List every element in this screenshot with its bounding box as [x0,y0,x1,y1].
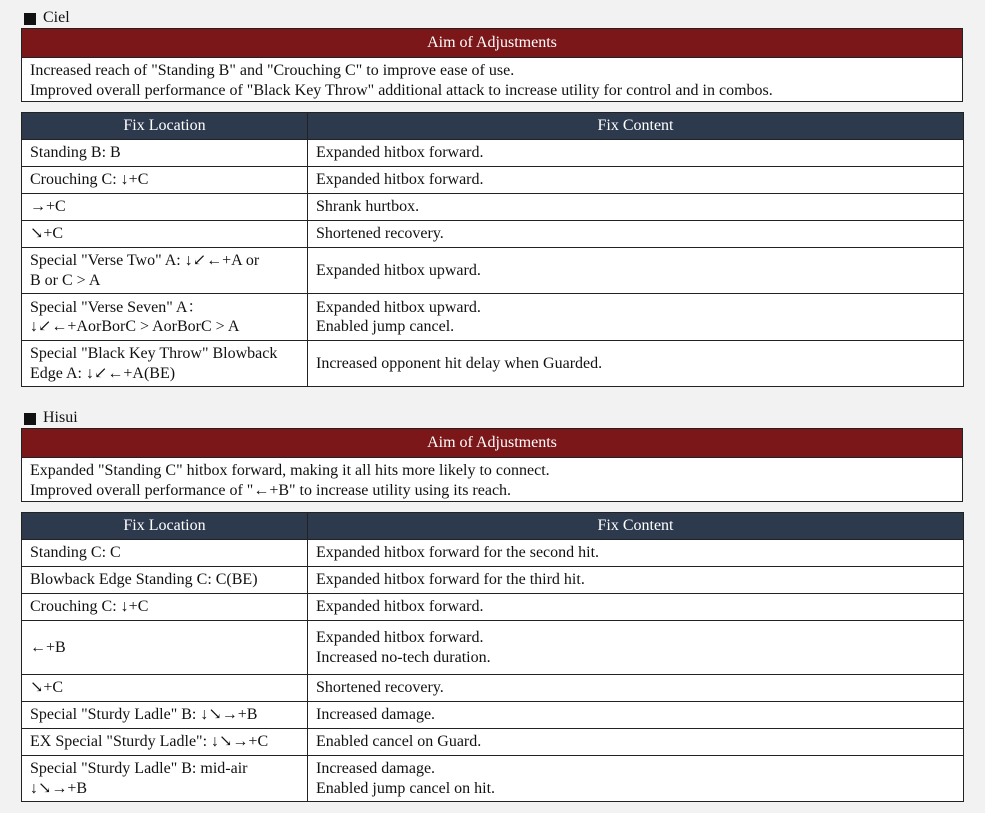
fix-location-cell [22,248,308,294]
table-row [22,756,964,802]
table-row [22,140,964,167]
fix-content-text: Shrank hurtbox. [316,198,420,216]
fix-location-cell [22,540,308,567]
fix-content-cell [308,221,964,248]
column-header-fix-location: Fix Location [22,513,308,540]
column-header-fix-content: Fix Content [308,113,964,140]
fix-location-cell [22,194,308,221]
section-heading-ciel [24,9,70,27]
fix-location-cell [22,702,308,729]
fix-content-cell [308,248,964,294]
fix-location-text: →+C [30,198,66,216]
fix-location-text: ↓↙←+AorBorC > AorBorC > A [30,318,240,335]
fix-location-text: ←+B [30,638,66,656]
fix-location-text: B or C > A [30,271,101,289]
fix-content-text: Increased opponent hit delay when Guarded. [316,354,603,372]
fix-content-text: Shortened recovery. [316,225,444,243]
aim-line: Improved overall performance of "←+B" to increase utility using its reach. [30,481,512,499]
fix-content-text: Expanded hitbox forward. [316,598,484,616]
fix-content-cell [308,702,964,729]
table-row [22,567,964,594]
aim-box-ciel [21,28,963,102]
fix-location-cell [22,167,308,194]
fix-content-text: Enabled jump cancel. [316,318,455,335]
fix-location-cell [22,294,308,341]
fix-location-cell [22,594,308,621]
fix-location-text: Standing C: C [30,544,121,562]
fix-content-text: Increased no-tech duration. [316,648,491,666]
section-name: Ciel [43,9,70,26]
aim-line: Expanded "Standing C" hitbox forward, making it all hits more likely to connect. [30,462,550,479]
section-heading-hisui [24,409,78,427]
fix-content-text: Expanded hitbox forward for the third hit. [316,571,585,589]
fix-content-text: Expanded hitbox forward. [316,144,484,162]
fix-table-ciel [21,112,964,387]
aim-title: Aim of Adjustments [22,429,962,458]
fix-location-text: Standing B: B [30,144,121,162]
fix-location-cell [22,756,308,802]
fix-content-text: Shortened recovery. [316,679,444,697]
fix-location-cell [22,675,308,702]
fix-location-text: Special "Black Key Throw" Blowback [30,345,278,362]
fix-content-text: Expanded hitbox upward. [316,261,481,279]
column-header-fix-location: Fix Location [22,113,308,140]
table-row [22,540,964,567]
fix-location-text: ↓↘→+B [30,779,88,797]
fix-content-cell [308,294,964,341]
fix-content-text: Increased damage. [316,760,436,777]
aim-line: Improved overall performance of "Black Key Throw" additional attack to increase utility for control and in combos. [30,81,773,99]
fix-location-text: ↘+C [30,679,64,697]
fix-content-text: Expanded hitbox upward. [316,298,481,316]
fix-content-cell [308,194,964,221]
table-row [22,167,964,194]
table-row [22,621,964,675]
table-row [22,221,964,248]
fix-location-cell [22,341,308,387]
fix-content-cell [308,594,964,621]
aim-line: Increased reach of "Standing B" and "Crouching C" to improve ease of use. [30,62,515,79]
fix-content-cell [308,540,964,567]
aim-body [22,58,962,100]
aim-title: Aim of Adjustments [22,29,962,58]
fix-location-text: Edge A: ↓↙←+A(BE) [30,364,176,382]
fix-location-cell [22,221,308,248]
fix-location-text: Special "Sturdy Ladle" B: mid-air [30,760,248,777]
section-name: Hisui [43,409,78,426]
fix-content-cell [308,140,964,167]
fix-content-cell [308,675,964,702]
table-row [22,729,964,756]
fix-content-cell [308,756,964,802]
aim-body [22,458,962,500]
table-row [22,294,964,341]
fix-location-cell [22,567,308,594]
fix-content-cell [308,729,964,756]
table-row [22,248,964,294]
table-header-row [22,513,964,540]
fix-content-text: Expanded hitbox forward for the second hit. [316,544,600,562]
square-bullet-icon [24,413,36,425]
fix-table-hisui [21,512,964,802]
fix-location-text: Crouching C: ↓+C [30,171,149,189]
aim-box-hisui [21,428,963,502]
fix-content-text: Enabled cancel on Guard. [316,733,482,751]
table-row [22,675,964,702]
fix-content-text: Expanded hitbox forward. [316,171,484,189]
fix-content-cell [308,621,964,675]
fix-location-text: ↘+C [30,225,64,243]
table-row [22,341,964,387]
fix-location-cell [22,140,308,167]
fix-location-text: Special "Verse Seven" A： [30,298,204,316]
table-row [22,702,964,729]
fix-content-text: Enabled jump cancel on hit. [316,779,496,797]
fix-content-cell [308,341,964,387]
fix-location-cell [22,621,308,675]
fix-content-text: Expanded hitbox forward. [316,629,484,646]
table-row [22,594,964,621]
table-row [22,194,964,221]
fix-content-cell [308,167,964,194]
square-bullet-icon [24,13,36,25]
table-header-row [22,113,964,140]
fix-location-text: Crouching C: ↓+C [30,598,149,616]
fix-location-text: EX Special "Sturdy Ladle": ↓↘→+C [30,733,269,751]
fix-location-text: Special "Sturdy Ladle" B: ↓↘→+B [30,706,258,724]
column-header-fix-content: Fix Content [308,513,964,540]
fix-content-text: Increased damage. [316,706,436,724]
fix-location-text: Special "Verse Two" A: ↓↙←+A or [30,252,260,269]
fix-location-text: Blowback Edge Standing C: C(BE) [30,571,258,589]
fix-location-cell [22,729,308,756]
fix-content-cell [308,567,964,594]
